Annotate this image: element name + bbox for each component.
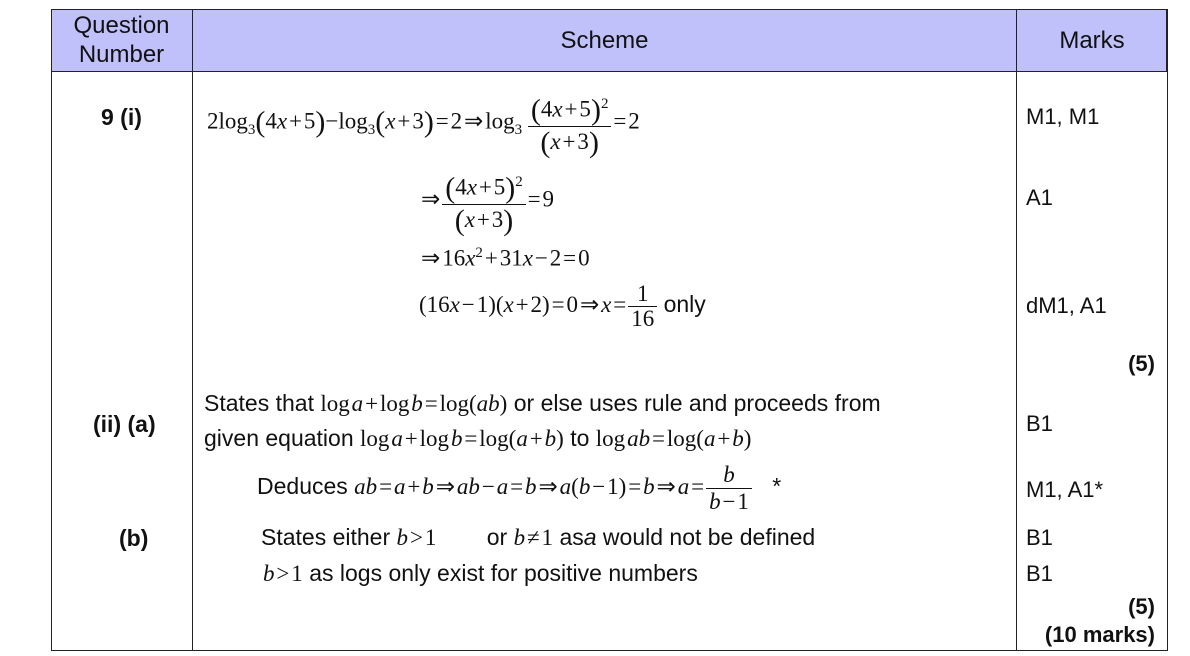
mark-total: (10 marks)	[1044, 622, 1155, 647]
header-divider	[51, 71, 1168, 72]
scheme-not-defined: would not be defined	[602, 524, 816, 550]
header-question-number: Question Number	[73, 12, 170, 68]
scheme-states-either: States either	[261, 524, 391, 550]
scheme-line-2: ⇒ $\frac{(4x + 5)^2}{(x + 3)}$ = 9	[421, 167, 554, 236]
mark-b1-b-1: B1	[1026, 525, 1053, 550]
scheme-ii-a-line-2: given equation log a + log b = log(a + b) to log ab = log(a + b)	[204, 425, 752, 451]
scheme-deduces: Deduces	[257, 473, 348, 499]
mark-dm1-a1: dM1, A1	[1026, 293, 1107, 318]
header-marks: Marks	[1059, 26, 1125, 54]
scheme-or-else: or else uses rule and proceeds from	[513, 390, 881, 416]
question-9iib: (b)	[119, 525, 149, 551]
mark-subtotal-ii: (5)	[1128, 594, 1155, 619]
scheme-given-equation: given equation	[204, 425, 354, 451]
question-9i: 9 (i)	[101, 104, 142, 130]
mark-b1-ii-a: B1	[1026, 411, 1053, 436]
mark-subtotal-i: (5)	[1128, 351, 1155, 376]
scheme-star: *	[772, 473, 782, 499]
mark-scheme-table	[51, 9, 1168, 651]
scheme-logs-positive: as logs only exist for positive numbers	[309, 560, 698, 586]
table-divider-question	[192, 9, 193, 651]
scheme-only-text: only	[663, 291, 706, 317]
scheme-line-4: (16x − 1)(x + 2) = 0 ⇒ x = $\frac{1}{16}$ only	[419, 281, 706, 332]
scheme-b-line-1: States either b > 1 or b ≠ 1 asa would not be defined	[261, 524, 816, 550]
scheme-as: as	[559, 524, 584, 550]
scheme-or: or	[486, 524, 508, 550]
mark-m1-a1-star: M1, A1*	[1026, 477, 1104, 502]
scheme-deduces-line: Deduces ab = a + b ⇒ ab − a = b ⇒ a(b − 1) = b ⇒ a = $\frac{b}{b - 1}$ *	[257, 462, 782, 515]
table-divider-marks	[1016, 9, 1017, 651]
scheme-line-1: $2\log_3(4x$ + $5)-\log_3(x$ + 3) = 2 ⇒ $\log_3$ $\frac{(4x + 5)^2}{(x + 3)}$ = 2	[207, 89, 640, 160]
table-border-bottom	[51, 650, 1168, 651]
mark-a1: A1	[1026, 185, 1053, 210]
scheme-line-3: ⇒ $16x^2$ + 31x − 2 = 0	[421, 245, 590, 271]
mark-m1-m1: M1, M1	[1026, 104, 1100, 129]
scheme-states-that: States that	[204, 390, 314, 416]
scheme-b-line-2: b > 1 as logs only exist for positive numbers	[263, 560, 698, 586]
scheme-a: a	[583, 524, 597, 550]
header-scheme: Scheme	[560, 26, 649, 54]
scheme-to: to	[570, 425, 590, 451]
scheme-ii-a-line-1: States that log a + log b = log(ab) or else uses rule and proceeds from	[204, 390, 881, 416]
table-border-left	[51, 9, 52, 651]
table-border-right	[1167, 9, 1168, 651]
question-9iia: (ii) (a)	[93, 411, 156, 437]
mark-b1-b-2: B1	[1026, 561, 1053, 586]
